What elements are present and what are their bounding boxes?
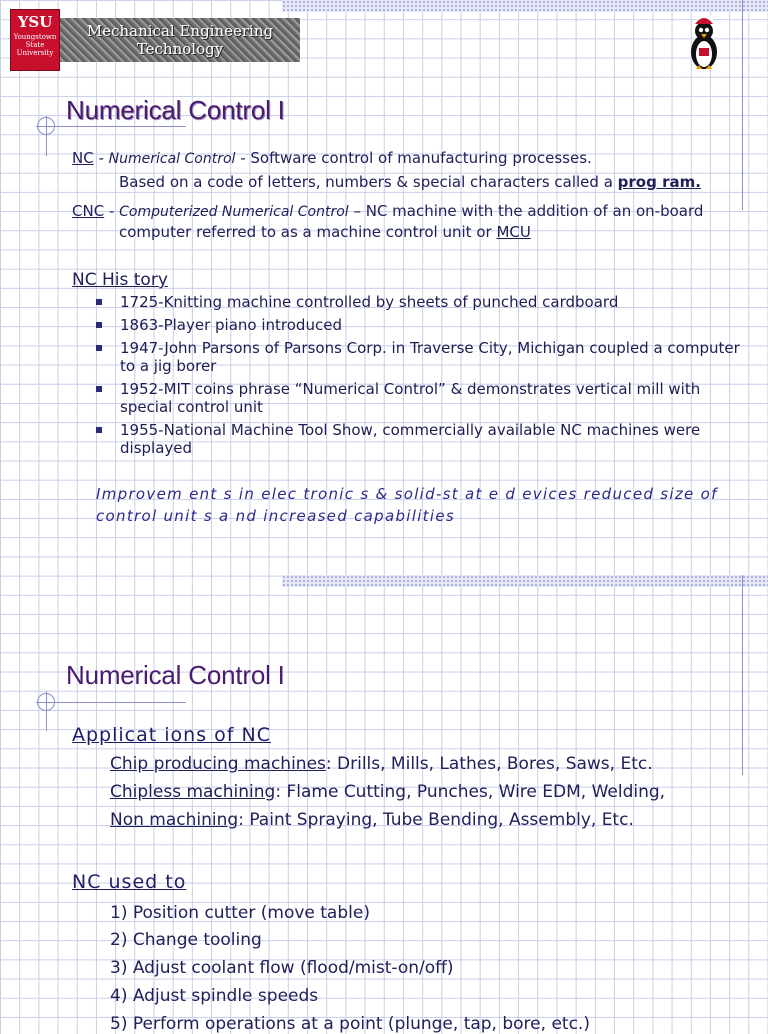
- cnc-name: Computerized Numerical Control: [119, 204, 349, 220]
- use-item: 5) Perform operations at a point (plunge, tap, bore, etc.): [110, 1014, 590, 1034]
- history-item: 1952-MIT coins phrase “Numerical Control” & demonstrates vertical mill with special control unit: [96, 380, 756, 416]
- logo-subtext: Youngstown State University: [13, 33, 57, 57]
- use-item: 3) Adjust coolant flow (flood/mist-on/off): [110, 958, 454, 978]
- cnc-term: CNC: [72, 202, 105, 220]
- nc-used-heading: NC used to: [72, 871, 187, 893]
- slide-1-title: Numerical Control I: [66, 95, 285, 125]
- penguin-mascot-icon: [684, 14, 724, 72]
- history-list: [96, 293, 756, 462]
- mcu-term: MCU: [496, 223, 531, 241]
- department-banner: [60, 18, 300, 62]
- improvements-note: Improvem ent s in elec tronic s & solid-st at e d evices reduced size of control unit s a nd increased capabilities: [96, 485, 718, 525]
- history-heading: NC His tory: [72, 270, 168, 290]
- decorative-horizontal-line: [36, 702, 186, 703]
- history-item: 1863-Player piano introduced: [96, 316, 756, 334]
- application-label: Chip producing machines: [110, 754, 326, 774]
- application-item: [110, 782, 665, 802]
- use-item: 2) Change tooling: [110, 930, 262, 950]
- application-label: Chipless machining: [110, 782, 276, 802]
- decorative-dot-band: [282, 575, 768, 587]
- nc-def: - Software control of manufacturing processes.: [235, 149, 592, 167]
- nc-name: Numerical Control: [108, 151, 236, 167]
- use-item: 1) Position cutter (move table): [110, 903, 370, 923]
- ysu-logo: [10, 9, 60, 71]
- cnc-definition: [72, 202, 703, 220]
- application-item: [110, 810, 634, 830]
- slide-2-title: Numerical Control I: [66, 660, 285, 690]
- application-value: : Drills, Mills, Lathes, Bores, Saws, Etc.: [325, 754, 653, 774]
- decorative-circle: [37, 693, 55, 711]
- decorative-horizontal-line: [36, 126, 186, 127]
- cnc-line-2: computer referred to as a machine control unit or: [119, 223, 497, 241]
- history-item: 1725-Knitting machine controlled by sheets of punched cardboard: [96, 293, 756, 311]
- nc-term: NC: [72, 149, 94, 167]
- cnc-def: – NC machine with the addition of an on-board: [348, 202, 704, 220]
- decorative-vertical-line: [742, 575, 743, 775]
- nc-dash: -: [93, 149, 109, 167]
- cnc-dash: -: [104, 202, 120, 220]
- logo-text: YSU: [17, 13, 53, 31]
- nc-line-2: Based on a code of letters, numbers & special characters called a: [119, 173, 618, 191]
- history-item: 1955-National Machine Tool Show, commercially available NC machines were displayed: [96, 421, 756, 457]
- banner-line-1: Mechanical Engineering: [86, 22, 274, 40]
- nc-definition-line-2: [119, 173, 701, 191]
- banner-line-2: Technology: [136, 40, 224, 58]
- application-value: : Flame Cutting, Punches, Wire EDM, Welding,: [275, 782, 666, 802]
- cnc-definition-line-2: [119, 223, 531, 241]
- history-item: 1947-John Parsons of Parsons Corp. in Traverse City, Michigan coupled a computer to a jig borer: [96, 339, 756, 375]
- program-term: prog ram.: [617, 173, 701, 191]
- application-value: : Paint Spraying, Tube Bending, Assembly, Etc.: [238, 810, 634, 830]
- decorative-vertical-line: [742, 0, 743, 210]
- applications-heading: Applicat ions of NC: [72, 724, 271, 746]
- decorative-circle: [37, 117, 55, 135]
- use-item: 4) Adjust spindle speeds: [110, 986, 319, 1006]
- application-item: [110, 754, 653, 774]
- slide-2: [0, 575, 768, 1034]
- application-label: Non machining: [110, 810, 239, 830]
- decorative-dot-band: [282, 0, 768, 12]
- nc-definition: [72, 149, 592, 167]
